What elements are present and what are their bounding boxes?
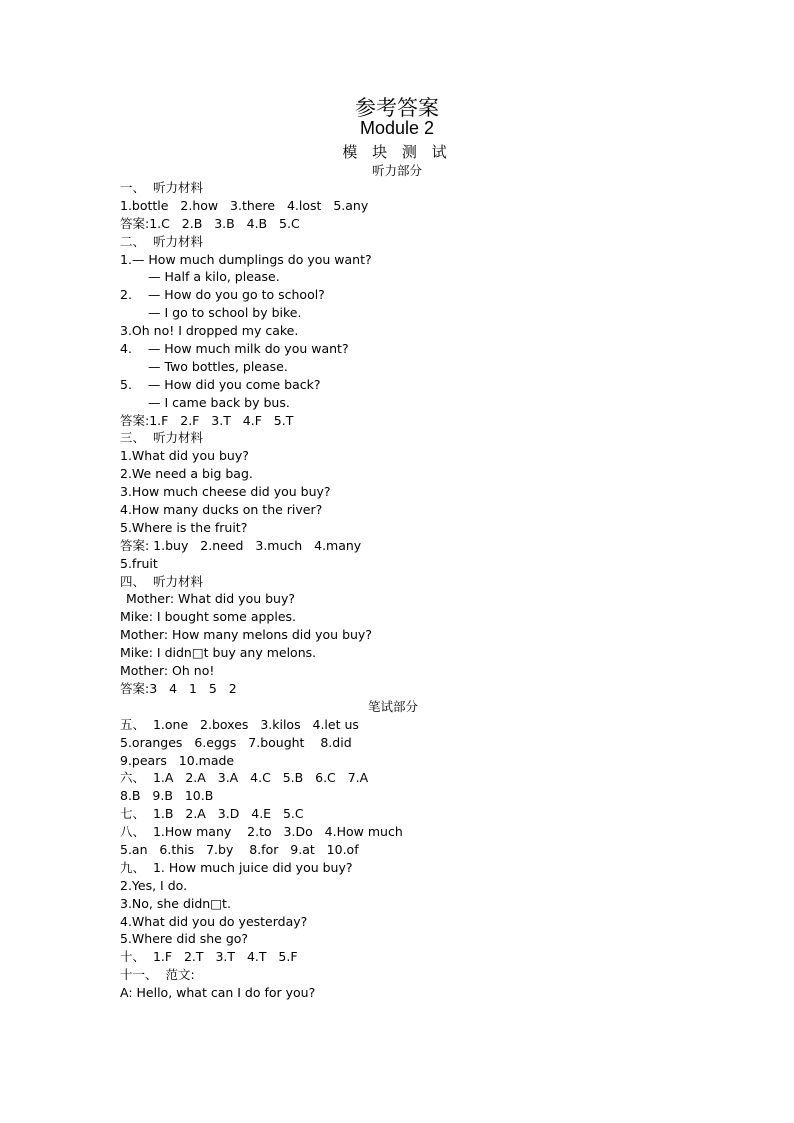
text-line: — Half a kilo, please. — [148, 269, 280, 285]
text-line: 3.Oh no! I dropped my cake. — [120, 323, 299, 339]
answer-line: 七、 1.B 2.A 3.D 4.E 5.C — [120, 806, 304, 822]
text-line: Mike: I bought some apples. — [120, 609, 297, 625]
test-name-heading: 模 块 测 试 — [342, 143, 452, 161]
text-line: Mike: I didn□t buy any melons. — [120, 645, 317, 661]
answer-line: 5.fruit — [120, 555, 158, 571]
section-heading: 二、 听力材料 — [120, 233, 203, 249]
text-line: Mother: What did you buy? — [126, 591, 296, 607]
text-line: Mother: How many melons did you buy? — [120, 627, 372, 643]
answer-body — [120, 179, 760, 1002]
answer-line: 答案:3 4 1 5 2 — [120, 680, 237, 696]
answer-line: 六、 1.A 2.A 3.A 4.C 5.B 6.C 7.A — [120, 770, 369, 786]
text-line: 1.What did you buy? — [120, 448, 249, 464]
answer-line: 8.B 9.B 10.B — [120, 788, 214, 804]
written-part-heading: 笔试部分 — [368, 698, 419, 714]
text-line: — Two bottles, please. — [148, 358, 288, 374]
answer-line: 9.pears 10.made — [120, 752, 235, 768]
section-heading: 三、 听力材料 — [120, 430, 203, 446]
answer-line: 5.Where did she go? — [120, 931, 249, 947]
answer-line: 十、 1.F 2.T 3.T 4.T 5.F — [120, 949, 298, 965]
text-line: 4.How many ducks on the river? — [120, 502, 323, 518]
answer-line: 2.Yes, I do. — [120, 877, 188, 893]
text-line: 5. — How did you come back? — [120, 376, 321, 392]
answer-line: 5.oranges 6.eggs 7.bought 8.did — [120, 734, 352, 750]
section-heading: 四、 听力材料 — [120, 573, 203, 589]
text-line: Mother: Oh no! — [120, 663, 215, 679]
answer-line: 答案:1.F 2.F 3.T 4.F 5.T — [120, 412, 294, 428]
answer-line: 答案:1.C 2.B 3.B 4.B 5.C — [120, 215, 300, 231]
answer-line: 4.What did you do yesterday? — [120, 913, 308, 929]
answer-line: 3.No, she didn□t. — [120, 895, 231, 911]
answer-line: 五、 1.one 2.boxes 3.kilos 4.let us — [120, 716, 359, 732]
answer-line: 5.an 6.this 7.by 8.for 9.at 10.of — [120, 841, 359, 857]
text-line: 5.Where is the fruit? — [120, 519, 248, 535]
text-line: 2.We need a big bag. — [120, 466, 253, 482]
answer-line: 八、 1.How many 2.to 3.Do 4.How much — [120, 824, 403, 840]
listening-part-heading: 听力部分 — [371, 163, 423, 178]
answer-line: 答案: 1.buy 2.need 3.much 4.many — [120, 537, 362, 553]
text-line: 2. — How do you go to school? — [120, 287, 325, 303]
text-line: — I go to school by bike. — [148, 305, 302, 321]
answer-line: 九、 1. How much juice did you buy? — [120, 859, 353, 875]
module-heading: Module 2 — [359, 118, 435, 138]
text-line: 4. — How much milk do you want? — [120, 341, 349, 357]
page-title: 参考答案 — [355, 96, 439, 120]
text-line: 1.bottle 2.how 3.there 4.lost 5.any — [120, 197, 369, 213]
text-line: A: Hello, what can I do for you? — [120, 985, 316, 1001]
text-line: 3.How much cheese did you buy? — [120, 484, 331, 500]
text-line: — I came back by bus. — [148, 394, 290, 410]
section-heading: 十一、 范文: — [120, 967, 195, 983]
text-line: 1.— How much dumplings do you want? — [120, 251, 372, 267]
section-heading: 一、 听力材料 — [120, 180, 203, 195]
